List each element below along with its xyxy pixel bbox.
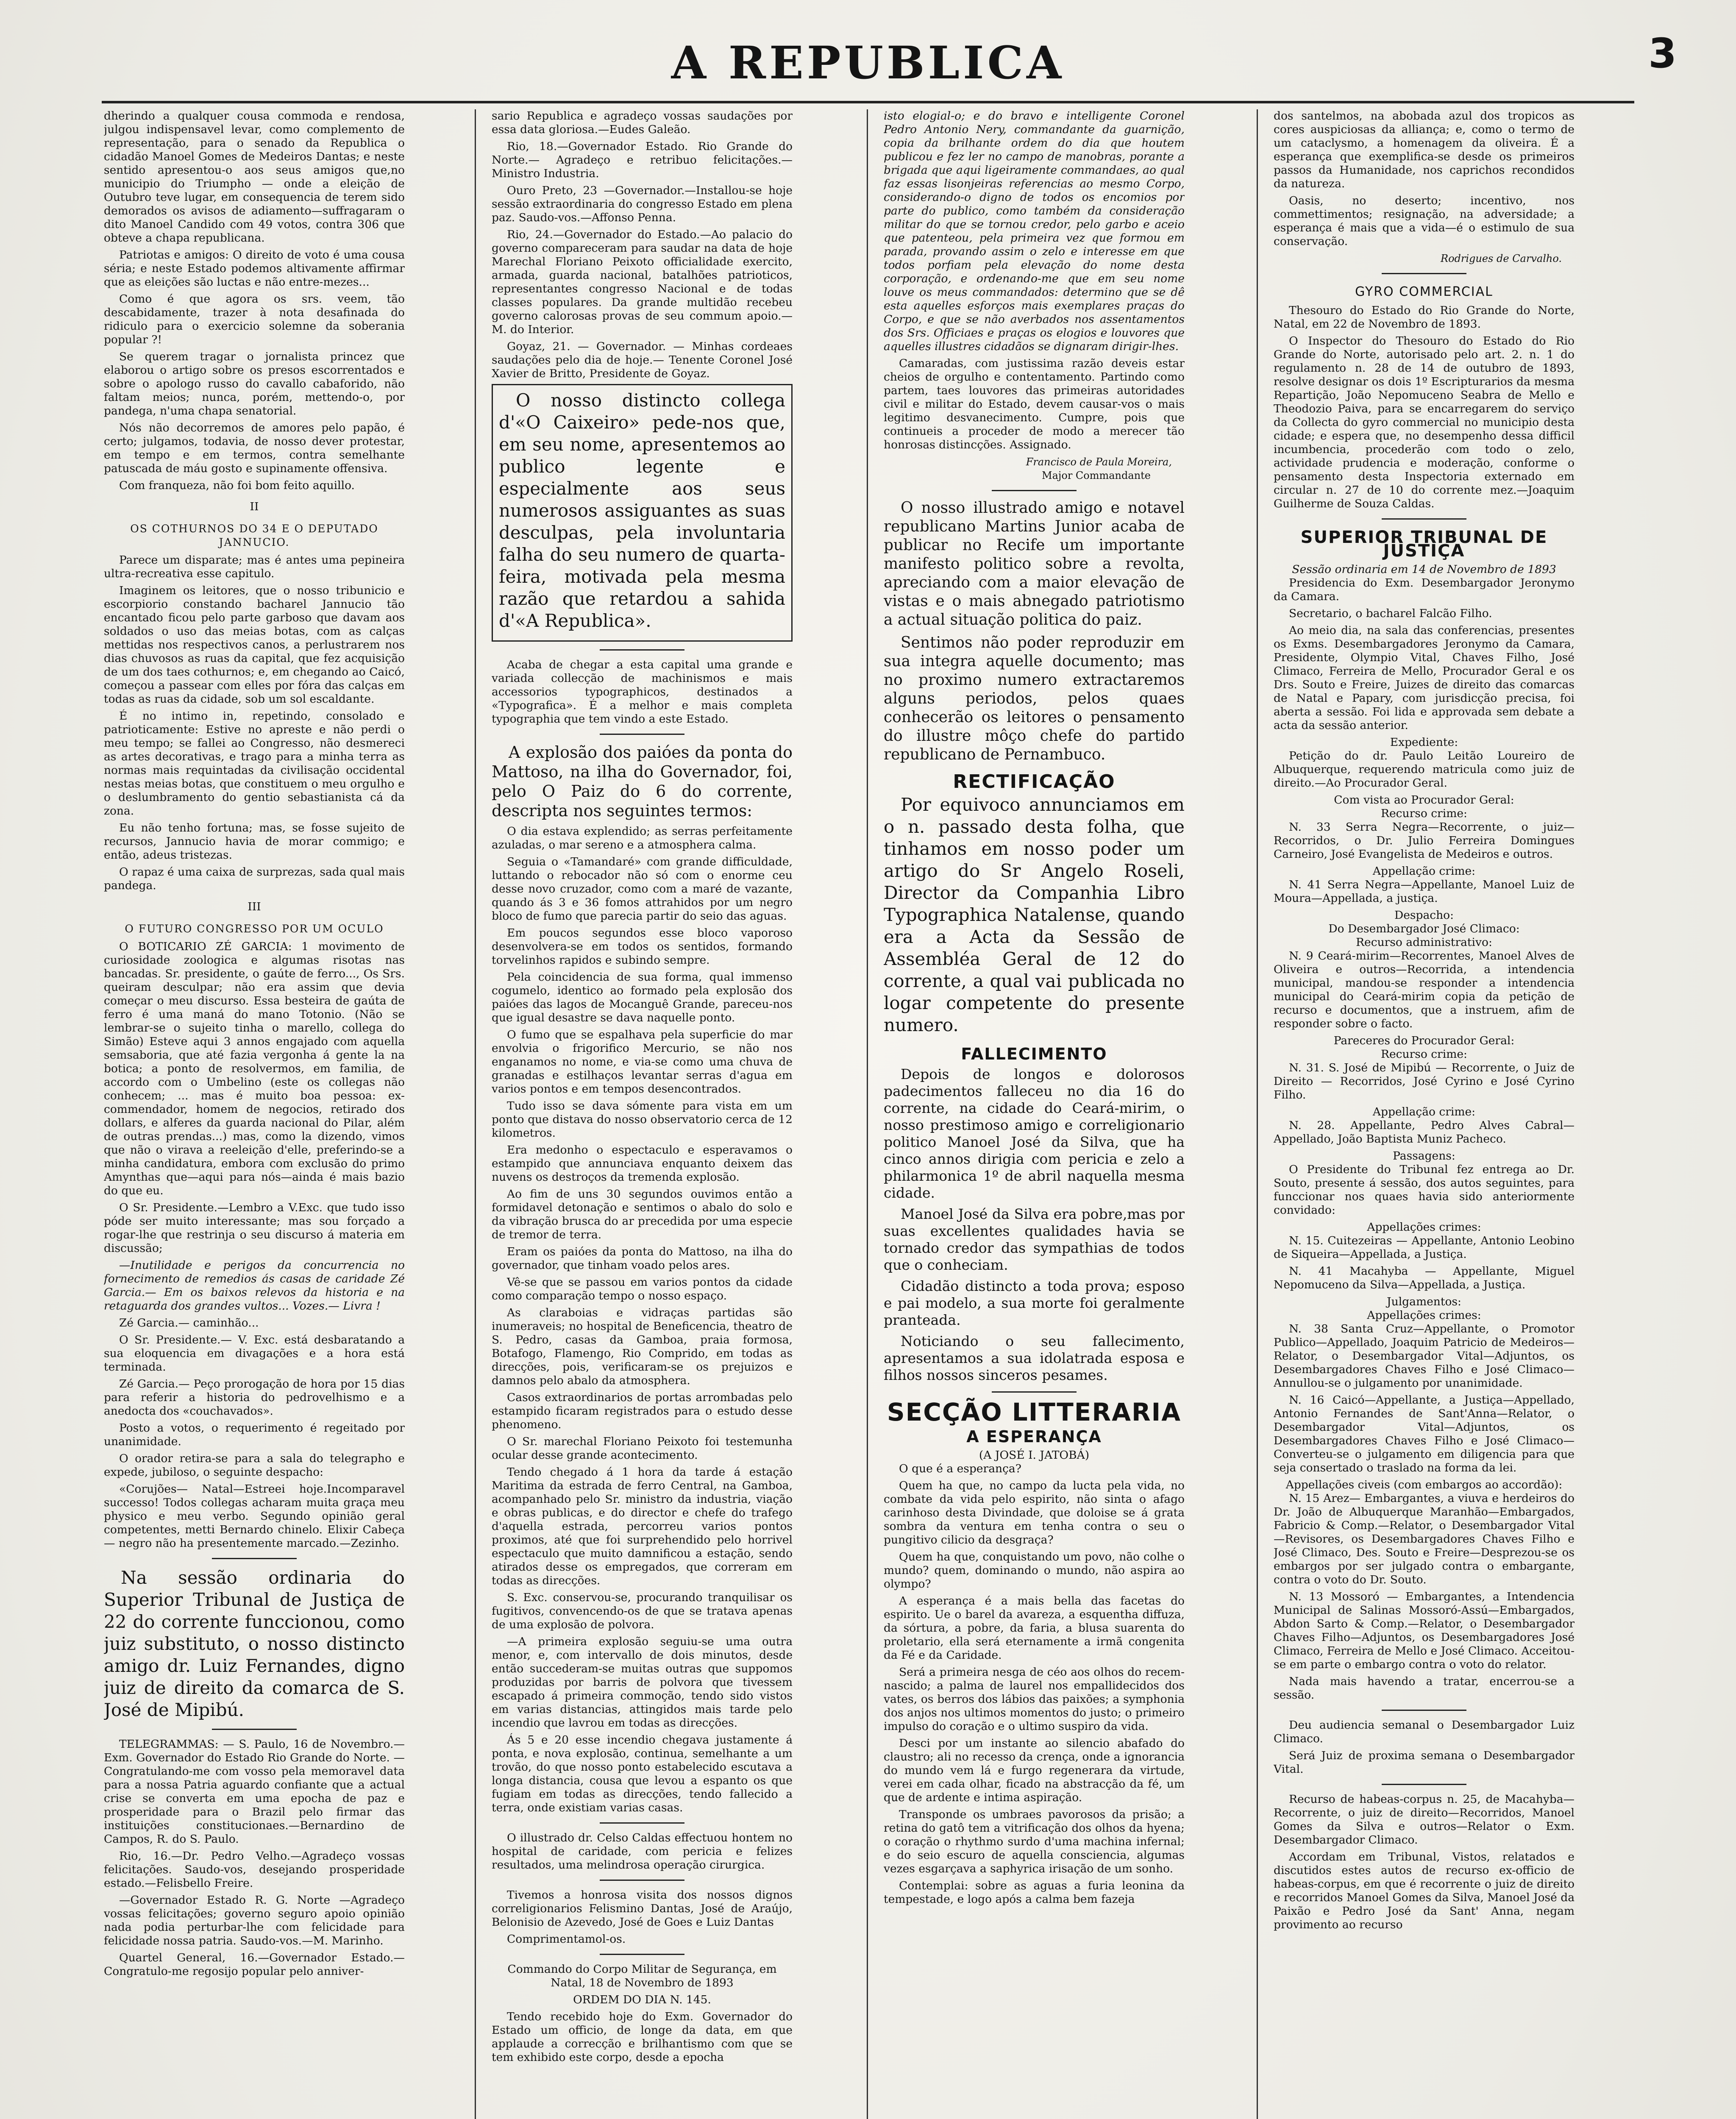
paragraph: Presidencia do Exm. Desembargador Jeronymo da Camara.: [1274, 576, 1575, 603]
paragraph: Nada mais havendo a tratar, encerrou-se a sessão.: [1274, 1675, 1575, 1702]
divider: [600, 1954, 684, 1955]
paragraph: Seguia o «Tamandaré» com grande difficuldade, luttando o rebocador não só com o enorme ceu desse novo cruzador, como com a maré de vazante, quando ás 3 e 36 fomos attrahidos por um negro bloco de fumo que parecia partir do seio das aguas.: [492, 855, 793, 923]
subheading: Despacho:: [1394, 909, 1454, 922]
divider: [1382, 1784, 1466, 1785]
paragraph: Era medonho o espectaculo e esperavamos o estampido que annunciava enquanto deixem das nuvens os destroços da tremenda explosão.: [492, 1143, 793, 1184]
subheading: Expediente:: [1390, 736, 1458, 749]
column-divider: [475, 109, 476, 2119]
paragraph: dherindo a qualquer cousa commoda e rendosa, julgou indispensavel levar, como complemento de representação, para o senado da Republica o cidadão Manoel Gomes de Medeiros Dantas; e neste sentido apresentou-o aos seus amigos que,no municipio do Triumpho — onde a eleição de Outubro teve lugar, em consequencia de terem sido demorados os avisos de adiamento—suffragaram o dito Manoel Candido com 49 votos, contra 306 que obteve a chapa republicana.: [104, 109, 405, 245]
paragraph: isto elogial-o; e do bravo e intelligente Coronel Pedro Antonio Nery, commandante da guarnição, copia da brilhante ordem do dia que houtem publicou e fez ler no campo de manobras, porante a brigada que aqui ligeiramente commandaes, ao qual faz essas lisonjeiras referencias ao mesmo Corpo, considerando-o digno de todos os encomios por parte do publico, como também da consideração militar do que se tornou credor, pelo garbo e aceio que patenteou, pela primeira vez que formou em parada, provando assim o zelo e interesse em que todos porfiam pela elevação do nome desta corporação, e ordenando-me que em seu nome louve os meus commandados: determino que se dê esta aquelles esforços mais exemplares praças do Corpo, e que se não averbados nos assentamentos dos Srs. Officiaes e praças os elogios e louvores que aquelles illustres cidadãos se dignaram dirigir-lhes.: [884, 109, 1185, 353]
paragraph: O Sr. Presidente.— V. Exc. está desbaratando a sua eloquencia em divagações e a hora está terminada.: [104, 1333, 405, 1374]
section-heading: FALLECIMENTO: [961, 1045, 1107, 1063]
paragraph: Ao fim de uns 30 segundos ouvimos então a formidavel detonação e sentimos o abalo do solo e da vibração brusca do ar precedida por uma especie de tremor de terra.: [492, 1187, 793, 1241]
paragraph: O Sr. marechal Floriano Peixoto foi testemunha ocular desse grande acontecimento.: [492, 1435, 793, 1462]
subheading: Passagens:: [1393, 1149, 1455, 1162]
paragraph: O Inspector do Thesouro do Estado do Rio Grande do Norte, autorisado pelo art. 2. n. 1 do regulamento n. 28 de 14 de outubro de 1893, resolve designar os dois 1º Escripturarios da mesma Repartição, João Nepomuceno Seabra de Mello e Theodozio Paiva, para se encarregarem do serviço da Collecta do gyro commercial no municipio desta cidade; e espera que, no desempenho dessa difficil incumbencia, procederão com todo o zelo, actividade prudencia e moderação, conforme o pensamento desta Inspectoria externado em circular n. 27 de 10 do corrente mez.—Joaquim Guilherme de Souza Caldas.: [1274, 334, 1575, 510]
paragraph: Contemplai: sobre as aguas a furia leonina da tempestade, e logo após a calma bem fazeja: [884, 1879, 1185, 1906]
paragraph: Petição do dr. Paulo Leitão Loureiro de Albuquerque, requerendo matricula como juiz de direito.—Ao Procurador Geral.: [1274, 749, 1575, 790]
big-text: Na sessão ordinaria do Superior Tribunal de Justiça de 22 do corrente funccionou, como juiz substituto, o nosso distincto amigo dr. Luiz Fernandes, digno juiz de direito da comarca de S. José de Mipibú.: [104, 1567, 405, 1720]
paragraph: Ouro Preto, 23 —Governador.—Installou-se hoje sessão extraordinaria do congresso Estado em plena paz. Saudo-vos.—Affonso Penna.: [492, 184, 793, 224]
section-heading: RECTIFICAÇÃO: [953, 771, 1116, 793]
paragraph: N. 33 Serra Negra—Recorrente, o juiz—Recorridos, o Dr. Julio Ferreira Domingues Carneiro, José Evangelista de Medeiros e outros.: [1274, 820, 1575, 861]
paragraph: Tendo recebido hoje do Exm. Governador do Estado um officio, de longe da data, em que applaude a correcção e brilhantismo com que se tem exhibido este corpo, desde a epocha: [492, 2010, 793, 2064]
column-divider: [1257, 109, 1258, 2119]
notice-paragraph: [104, 1567, 405, 1721]
paragraph: O Presidente do Tribunal fez entrega ao Dr. Souto, presente á sessão, dos autos seguintes, para funccionar nos quaes havia sido anteriormente convidado:: [1274, 1163, 1575, 1217]
paragraph: dos santelmos, na abobada azul dos tropicos as cores auspiciosas da alliança; e, como o termo de um cataclysmo, a homenagem da oliveira. É a esperança que exemplifica-se desde os primeiros passos da Humanidade, nos caprichos recondidos da natureza.: [1274, 109, 1575, 190]
section-heading: SECÇÃO LITTERARIA: [887, 1398, 1182, 1427]
column-divider: [867, 109, 868, 2119]
big-text: Sentimos não poder reproduzir em sua integra aquelle documento; mas no proximo numero extractaremos alguns periodos, pelos quaes conhecerão os leitores o pensamento do illustre môço chefe do partido republicano de Pernambuco.: [884, 634, 1185, 763]
paragraph: Patriotas e amigos: O direito de voto é uma cousa séria; e neste Estado podemos altivamente affirmar que as eleições são luctas e não entre-mezes...: [104, 248, 405, 289]
paragraph: Eu não tenho fortuna; mas, se fosse sujeito de recursos, Jannucio havia de morar commigo; e então, adeus tristezas.: [104, 821, 405, 862]
paragraph: —A primeira explosão seguiu-se uma outra menor, e, com intervallo de dois minutos, desde então succederam-se muitas outras que suppomos produzidas por barris de polvora que tivessem escapado á primeira commoção, tendo sido vistos em varias distancias, attingidos mais tarde pelo incendio que lavrou em todas as direcções.: [492, 1635, 793, 1730]
paragraph: Casos extraordinarios de portas arrombadas pelo estampido ficaram registrados para o estudo desse phenomeno.: [492, 1391, 793, 1431]
divider: [1382, 273, 1466, 274]
paragraph: É no intimo in, repetindo, consolado e patrioticamente: Estive no apreste e não perdi o meu tempo; se fallei ao Congresso, não desmereci as artes decorativas, e trago para a minha terra as normas mais requintadas da civilisação occidental nestas meias botas, que constituem o meu orgulho e o deslumbramento do gentio sebastianista cá da zona.: [104, 709, 405, 818]
paragraph: N. 41 Macahyba — Appellante, Miguel Nepomuceno da Silva—Appellada, a Justiça.: [1274, 1265, 1575, 1291]
big-text: Depois de longos e dolorosos padecimentos falleceu no dia 16 do corrente, na cidade do Ceará-mirim, o nosso prestimoso amigo e correligionario politico Manoel José da Silva, que ha cinco annos dirigia com pericia e zelo a philarmonica 1º de abril naquella mesma cidade.: [884, 1066, 1185, 1201]
paragraph: Como é que agora os srs. veem, tão descabidamente, trazer à nota desafinada do ridiculo para o exercicio solemne da soberania popular ?!: [104, 292, 405, 346]
subheading: Recurso crime:: [1381, 807, 1467, 820]
column-2: [492, 109, 793, 2119]
section-heading: O FUTURO CONGRESSO POR UM OCULO: [125, 923, 384, 935]
paragraph: Com franqueza, não foi bom feito aquillo.: [119, 479, 355, 492]
paragraph: O orador retira-se para a sala do telegrapho e expede, jubiloso, o seguinte despacho:: [104, 1452, 405, 1479]
article-title: A ESPERANÇA: [966, 1427, 1102, 1446]
paragraph: Zé Garcia.— Peço prorogação de hora por 15 dias para referir a historia do pedrovelhismo e a anedocta dos «couchavados».: [104, 1377, 405, 1418]
paragraph: As claraboias e vidraças partidas são inumeraveis; no hospital de Beneficencia, theatro de S. Pedro, casas da Gamboa, praia formosa, Botafogo, Flamengo, Rio Comprido, em todas as direcções, pois, verificaram-se os prejuizos e damnos pelo abalo da atmosphera.: [492, 1306, 793, 1387]
notice-paragraph: [884, 794, 1185, 1036]
divider: [212, 1729, 297, 1730]
column-3: [884, 109, 1185, 2119]
paragraph: Zé Garcia.— caminhão...: [119, 1316, 259, 1329]
paragraph: Ás 5 e 20 esse incendio chegava justamente á ponta, e nova explosão, continua, semelhante a um trovão, do que nosso ponto estabelecido escutava a longa distancia, cousa que levou a espanto os que fugiam em todas as direcções, tendo fallecido a terra, onde existiam varias casas.: [492, 1733, 793, 1814]
article-dedication: (A JOSÉ I. JATOBÁ): [979, 1449, 1090, 1462]
paragraph: Rio, 24.—Governador do Estado.—Ao palacio do governo compareceram para saudar na data de hoje Marechal Floriano Peixoto officialidade exercito, armada, guarda nacional, batalhões patrioticos, representantes congresso Nacional e de todas classes populares. Da grande multidão recebeu governo calorosas provas de seu commum apoio.—M. do Interior.: [492, 228, 793, 336]
big-text: O nosso distincto collega d'«O Caixeiro» pede-nos que, em seu nome, apresentemos ao publico legente e especialmente aos seus numerosos assiguantes as suas desculpas, pela involuntaria falha do seu numero de quarta-feira, motivada pela mesma razão que retardou a sahida d'«A Republica».: [499, 390, 785, 631]
header-rule: [102, 101, 1634, 103]
paragraph: O illustrado dr. Celso Caldas effectuou hontem no hospital de caridade, com pericia e felizes resultados, uma melindrosa operação cirurgica.: [492, 1831, 793, 1872]
notice-paragraph: [884, 499, 1185, 764]
paragraph: A esperança é a mais bella das facetas do espirito. Ue o barel da avareza, a esquentha diffuza, da sórtura, a pobre, da faria, a blusa suarenta do proletario, ella será eternamente a irmã congenita da Fé e da Caridade.: [884, 1594, 1185, 1662]
paragraph: —Inutilidade e perigos da concurrencia no fornecimento de remedios ás casas de caridade Zé Garcia.— Em os baixos relevos da historia e na retaguarda dos grandes vultos... Vozes.— Livra !: [104, 1259, 405, 1313]
big-text: Noticiando o seu fallecimento, apresentamos a sua idolatrada esposa e filhos nossos sinceros pesames.: [884, 1333, 1185, 1383]
paragraph: «Corujões— Natal—Estreei hoje.Incomparavel successo! Todos collegas acharam muita graça meu physico e meu verbo. Segundo opinião geral competentes, metti Bernardo chinelo. Elixir Cabeça — negro não ha presentemente marcado.—Zezinho.: [104, 1482, 405, 1550]
signature-title: Major Commandante: [1042, 470, 1151, 481]
signature: Rodrigues de Carvalho.: [1441, 253, 1562, 264]
masthead-title: A REPUBLICA: [671, 36, 1065, 89]
paragraph: Comprimentamol-os.: [507, 1933, 626, 1946]
paragraph: N. 9 Ceará-mirim—Recorrentes, Manoel Alves de Oliveira e outros—Recorrida, a intendencia municipal, mandou-se responder a intendencia municipal do Ceará-mirim copia da petição de recurso e documentos, que a instruem, afim de responder sobre o facto.: [1274, 949, 1575, 1030]
paragraph: Rio, 18.—Governador Estado. Rio Grande do Norte.— Agradeço e retribuo felicitações.— Ministro Industria.: [492, 140, 793, 180]
section-heading: SUPERIOR TRIBUNAL DE JUSTIÇA: [1300, 528, 1548, 561]
subheading: Appellações civeis (com embargos ao accordão):: [1285, 1478, 1563, 1491]
page-number: 3: [1648, 30, 1677, 77]
divider: [212, 1558, 297, 1559]
paragraph: Camaradas, com justissima razão deveis estar cheios de orgulho e contentamento. Partindo como partem, taes louvores das primeiras autoridades civil e militar do Estado, devem causar-vos o mais legitimo desvanecimento. Cumpre, pois que continueis a proceder de modo a merecer tão honrosas distincções. Assignado.: [884, 357, 1185, 451]
paragraph: Será Juiz de proxima semana o Desembargador Vital.: [1274, 1749, 1575, 1776]
divider: [600, 734, 684, 735]
signature: Francisco de Paula Moreira,: [1026, 456, 1172, 468]
paragraph: N. 15 Arez— Embargantes, a viuva e herdeiros do Dr. João de Albuquerque Maranhão—Embargados, Fabricio & Comp.—Relator, o Desembargador Vital—Revisores, os Desembargadores Chaves Filho e José Climaco, Des. Souto e Freire—Desprezou-se os embargos por ser julgado contra o embargante, contra o voto do Dr. Souto.: [1274, 1492, 1575, 1586]
paragraph: Quem ha que, no campo da lucta pela vida, no combate da vida pelo espirito, não sinta o afago carinhoso desta Divindade, que doloise se á grata sombra da ventura em tenha contra o seu o pungitivo cilicio da desgraça?: [884, 1479, 1185, 1546]
notice-paragraph: [884, 1066, 1185, 1384]
column-4: [1274, 109, 1575, 2119]
subheading: Pareceres do Procurador Geral:: [1333, 1034, 1515, 1047]
paragraph: Rio, 16.—Dr. Pedro Velho.—Agradeço vossas felicitações. Saudo-vos, desejando prosperidade estado.—Felisbello Freire.: [104, 1849, 405, 1890]
paragraph: O que é a esperança?: [899, 1462, 1021, 1475]
paragraph: Vê-se que se passou em varios pontos da cidade como comparação tempo o nosso espaço.: [492, 1276, 793, 1302]
paragraph: N. 31. S. José de Mipibú — Recorrente, o Juiz de Direito — Recorridos, José Cyrino e José Cyrino Filho.: [1274, 1061, 1575, 1101]
session-subtitle: Sessão ordinaria em 14 de Novembro de 1893: [1292, 563, 1556, 576]
divider: [600, 1880, 684, 1881]
paragraph: Accordam em Tribunal, Vistos, relatados e discutidos estes autos de recurso ex-officio de habeas-corpus, em que é recorrente o juiz de direito e recorridos Manoel Gomes da Silva, Manoel José da Paixão e Pedro José da Sant' Anna, negam provimento ao recurso: [1274, 1850, 1575, 1931]
paragraph: Thesouro do Estado do Rio Grande do Norte, Natal, em 22 de Novembro de 1893.: [1274, 304, 1575, 331]
paragraph: Se querem tragar o jornalista princez que elaborou o artigo sobre os presos escorrentados e sobre o apologo russo do cavallo cabaforido, não faltam meios; nunca, porém, mettendo-o, por pandega, n'uma chapa senatorial.: [104, 350, 405, 417]
section-number: II: [250, 500, 259, 513]
big-text: Por equivoco annunciamos em o n. passado desta folha, que tinhamos em nosso poder um artigo do Sr Angelo Roseli, Director da Companhia Libro Typographica Natalense, quando era a Acta da Sessão de Assembléa Geral de 12 do corrente, a qual vai publicada no logar competente do presente numero.: [884, 794, 1185, 1035]
paragraph: S. Exc. conservou-se, procurando tranquilisar os fugitivos, convencendo-os de que se tratava apenas de uma explosão de polvora.: [492, 1591, 793, 1631]
paragraph: Goyaz, 21. — Governador. — Minhas cordeaes saudações pelo dia de hoje.— Tenente Coronel José Xavier de Britto, Presidente de Goyaz.: [492, 340, 793, 380]
paragraph: Recurso de habeas-corpus n. 25, de Macahyba—Recorrente, o juiz de direito—Recorridos, Manoel Gomes da Silva e outros—Relator o Exm. Desembargador Climaco.: [1274, 1793, 1575, 1846]
paragraph: O Sr. Presidente.—Lembro a V.Exc. que tudo isso póde ser muito interessante; mas sou forçado a rogar-lhe que restrinja o seu discurso á materia em discussão;: [104, 1201, 405, 1255]
paragraph: Secretario, o bacharel Falcão Filho.: [1289, 607, 1492, 620]
section-heading: GYRO COMMERCIAL: [1355, 284, 1493, 299]
subheading: Appellação crime:: [1372, 1105, 1476, 1118]
paragraph: Tudo isso se dava sómente para vista em um ponto que distava do nosso observatorio cerca de 12 kilometros.: [492, 1099, 793, 1140]
subheading: Com vista ao Procurador Geral:: [1334, 793, 1514, 806]
paragraph: Pela coincidencia de sua forma, qual immenso cogumelo, identico ao formado pela explosão dos paióes das lagos de Mocanguê Grande, pareceu-nos que igual desastre se dava naquelle ponto.: [492, 971, 793, 1024]
subheading: Recurso crime:: [1381, 1048, 1467, 1061]
section-heading: OS COTHURNOS DO 34 E O DEPUTADO JANNUCIO.: [130, 523, 378, 548]
divider: [600, 1822, 684, 1824]
paragraph: Desci por um instante ao silencio abafado do claustro; ali no recesso da crença, onde a ignorancia do mundo vem lá e furgo regenerara da virtude, verei em cada olhar, ficado na abstracção da fé, um que de ardente e intima aspiração.: [884, 1737, 1185, 1804]
paragraph: N. 15. Cuitezeiras — Appellante, Antonio Leobino de Siqueira—Appellada, a Justiça.: [1274, 1234, 1575, 1261]
divider: [992, 490, 1077, 491]
subheading: Julgamentos:: [1387, 1295, 1461, 1308]
subheading: Do Desembargador José Climaco:: [1328, 922, 1520, 935]
notice-box: [492, 384, 793, 642]
paragraph: O BOTICARIO ZÉ GARCIA: 1 movimento de curiosidade zoologica e algumas risotas nas bancadas. Sr. presidente, o gaúte de ferro..., Os Srs. queiram desculpar; não era assim que devia começar o meu discurso. Essa besteira de gaúta de ferro é uma maná do mano Totonio. (Não se lembrar-se o sujeito tinha o marello, collega do Simão) Esteve aqui 3 annos engajado com aquella semsaboria, que até fazia vergonha á gente la na botica; a ponto de resolvermos, em familia, de accordo com o Umbelino (este os collegas não conhecem; ... mas é muito boa pessoa: ex-commendador, homem de negocios, retirado dos dollars, e alferes da guarda nacional do Pilar, além de outras prendas...) mas, como la dizendo, vimos que não o virava a reeleição d'elle, preferindo-se a minha candidatura, embora com exclusão do primo Amynthas que—aqui para nós—ainda é mais bazio do que eu.: [104, 940, 405, 1197]
big-text: A explosão dos paióes da ponta do Mattoso, na ilha do Governador, foi, pelo O Paiz do 6 do corrente, descripta nos seguintes termos:: [492, 743, 793, 820]
subheading: Appellações crimes:: [1367, 1221, 1481, 1234]
big-text: Cidadão distincto a toda prova; esposo e pai modelo, a sua morte foi geralmente pranteada.: [884, 1278, 1185, 1328]
paragraph: O rapaz é uma caixa de surprezas, sada qual mais pandega.: [104, 865, 405, 892]
paragraph: Será a primeira nesga de céo aos olhos do recem-nascido; a palma de laurel nos empallidecidos dos vates, os berros dos lábios das paixões; a symphonia dos anjos nos ultimos momentos do justo; o primeiro impulso do coração e o ultimo suspiro da vida.: [884, 1666, 1185, 1733]
paragraph: O fumo que se espalhava pela superficie do mar envolvia o frigorifico Mercurio, se não nos enganamos no nome, e via-se como uma chuva de granadas e estilhaços levantar serras d'agua em varios pontos e em tempos desencontrados.: [492, 1028, 793, 1096]
column-1: [104, 109, 405, 2119]
order-heading: ORDEM DO DIA N. 145.: [573, 1993, 711, 2006]
paragraph: N. 28. Appellante, Pedro Alves Cabral—Appellado, João Baptista Muniz Pacheco.: [1274, 1119, 1575, 1146]
paragraph: Quartel General, 16.—Governador Estado.— Congratulo-me regosijo popular pelo anniver-: [104, 1951, 405, 1978]
paragraph: Transponde os umbraes pavorosos da prisão; a retina do gatô tem a vitrificação dos olhos da hyena; o coração o rhythmo surdo d'uma machina infernal; e do seio escuro de aquella consciencia, algumas vezes esgarçava a saphyrica irisação de um sonho.: [884, 1808, 1185, 1875]
divider: [992, 1391, 1077, 1393]
paragraph: Commando do Corpo Militar de Segurança, em Natal, 18 de Novembro de 1893: [507, 1963, 777, 1989]
divider: [600, 649, 684, 651]
subheading: Recurso administrativo:: [1356, 936, 1492, 949]
section-number: III: [248, 900, 261, 913]
headline-paragraph: [492, 742, 793, 820]
paragraph: Quem ha que, conquistando um povo, não colhe o mundo? quem, dominando o mundo, não aspira ao olympo?: [884, 1550, 1185, 1591]
paragraph: Ao meio dia, na sala das conferencias, presentes os Exms. Desembargadores Jeronymo da Camara, Presidente, Olympio Vital, Chaves Filho, José Climaco, Ferreira de Mello, Procurador Geral e os Drs. Souto e Freire, Juizes de direito das comarcas de Natal e Papary, com jurisdicção precisa, foi aberta a sessão. Foi lida e approvada sem debate a acta da sessão anterior.: [1274, 624, 1575, 732]
divider: [1382, 1710, 1466, 1711]
paragraph: —Governador Estado R. G. Norte —Agradeço vossas felicitações; governo seguro apoio opinião nada podia perturbar-lhe com felicidade para felicidade nossa patria. Saudo-vos.—M. Marinho.: [104, 1894, 405, 1947]
paragraph: TELEGRAMMAS: — S. Paulo, 16 de Novembro.—Exm. Governador do Estado Rio Grande do Norte. — Congratulando-me com vosso pela memoravel data para a nossa Patria aguardo confiante que a actual crise se converta em uma epocha de paz e prosperidade para o Brazil pelo firmar das instituições constitucionaes.—Bernardino de Campos, R. do S. Paulo.: [104, 1738, 405, 1846]
paragraph: N. 38 Santa Cruz—Appellante, o Promotor Publico—Appellado, Joaquim Patricio de Medeiros—Relator, o Desembargador Vital—Adjuntos, os Desembargadores Chaves Filho e José Climaco—Annullou-se o julgamento por unanimidade.: [1274, 1322, 1575, 1390]
paragraph: Tendo chegado á 1 hora da tarde á estação Maritima da estrada de ferro Central, na Gamboa, acompanhado pelo Sr. ministro da industria, viação e obras publicas, e do director e chefe do trafego d'aquella estrada, percorreu varios pontos proximos, até que foi surprehendido pelo horrivel espectaculo que muito damnificou a estação, sendo atirados desse os empregados, que correram em todas as direcções.: [492, 1466, 793, 1587]
paragraph: Parece um disparate; mas é antes uma pepineira ultra-recreativa esse capitulo.: [104, 553, 405, 580]
paragraph: Tivemos a honrosa visita dos nossos dignos correligionarios Felismino Dantas, José de Araújo, Belonisio de Azevedo, José de Goes e Luiz Dantas: [492, 1888, 793, 1929]
big-text: Manoel José da Silva era pobre,mas por suas excellentes qualidades havia se tornado credor das sympathias de todos que o conheciam.: [884, 1206, 1185, 1273]
paragraph: Oasis, no deserto; incentivo, nos commettimentos; resignação, na adversidade; a esperança é mais que a vida—é o estimulo de sua conservação.: [1274, 194, 1575, 248]
subheading: Appellação crime:: [1372, 865, 1476, 878]
paragraph: Eram os paióes da ponta do Mattoso, na ilha do governador, que tinham voado pelos ares.: [492, 1245, 793, 1272]
big-text: O nosso illustrado amigo e notavel republicano Martins Junior acaba de publicar no Recife um importante manifesto politico sobre a revolta, apreciando com a maior elevação de vistas e o mais abnegado patriotismo a actual situação politica do paiz.: [884, 499, 1185, 628]
subheading: Appellações crimes:: [1367, 1309, 1481, 1322]
paragraph: N. 41 Serra Negra—Appellante, Manoel Luiz de Moura—Appellada, a justiça.: [1274, 878, 1575, 905]
paragraph: O dia estava explendido; as serras perfeitamente azuladas, o mar sereno e a atmosphera calma.: [492, 825, 793, 851]
divider: [1382, 518, 1466, 520]
paragraph: Nós não decorremos de amores pelo papão, é certo; julgamos, todavia, de nosso dever protestar, em tempo e em termos, contra semelhante patuscada de máu gosto e supinamente offensiva.: [104, 421, 405, 475]
paragraph: Imaginem os leitores, que o nosso tribunicio e escorpiorio constando bacharel Jannucio tão encantado ficou pelo parte garboso que davam aos soldados o uso das meias botas, com as calças mettidas nos respectivos canos, a perlustrarem nos dias chuvosos as ruas da capital, que fez acquisição de um dos taes cothurnos; e, em chegando ao Caicó, começou a passear com elles por fóra das calças em todas as ruas da cidade, sob um sol escaldante.: [104, 584, 405, 706]
paragraph: N. 13 Mossoró — Embargantes, a Intendencia Municipal de Salinas Mossoró-Assú—Embargados, Abdon Sarto & Comp.—Relator, o Desembargador Chaves Filho—Adjuntos, os Desembargadores José Climaco, Ferreira de Mello e José Climaco. Acceitou-se em parte o embargo contra o voto do relator.: [1274, 1590, 1575, 1671]
paragraph: sario Republica e agradeço vossas saudações por essa data gloriosa.—Eudes Galeão.: [492, 109, 793, 136]
paragraph: N. 16 Caicó—Appellante, a Justiça—Appellado, Antonio Fernandes de Sant'Anna—Relator, o Desembargador Vital—Adjuntos, os Desembargadores Chaves Filho e José Climaco—Converteu-se o julgamento em diligencia para que seja consertado o traslado na forma da lei.: [1274, 1393, 1575, 1474]
paragraph: Posto a votos, o requerimento é regeitado por unanimidade.: [104, 1421, 405, 1448]
paragraph: Acaba de chegar a esta capital uma grande e variada collecção de machinismos e mais accessorios typographicos, destinados a «Typografica». É a melhor e mais completa typographia que tem vindo a este Estado.: [492, 658, 793, 726]
paragraph: Deu audiencia semanal o Desembargador Luiz Climaco.: [1274, 1719, 1575, 1745]
paragraph: Em poucos segundos esse bloco vaporoso desenvolvera-se em todos os sentidos, formando torvelinhos rapidos e subindo sempre.: [492, 926, 793, 967]
